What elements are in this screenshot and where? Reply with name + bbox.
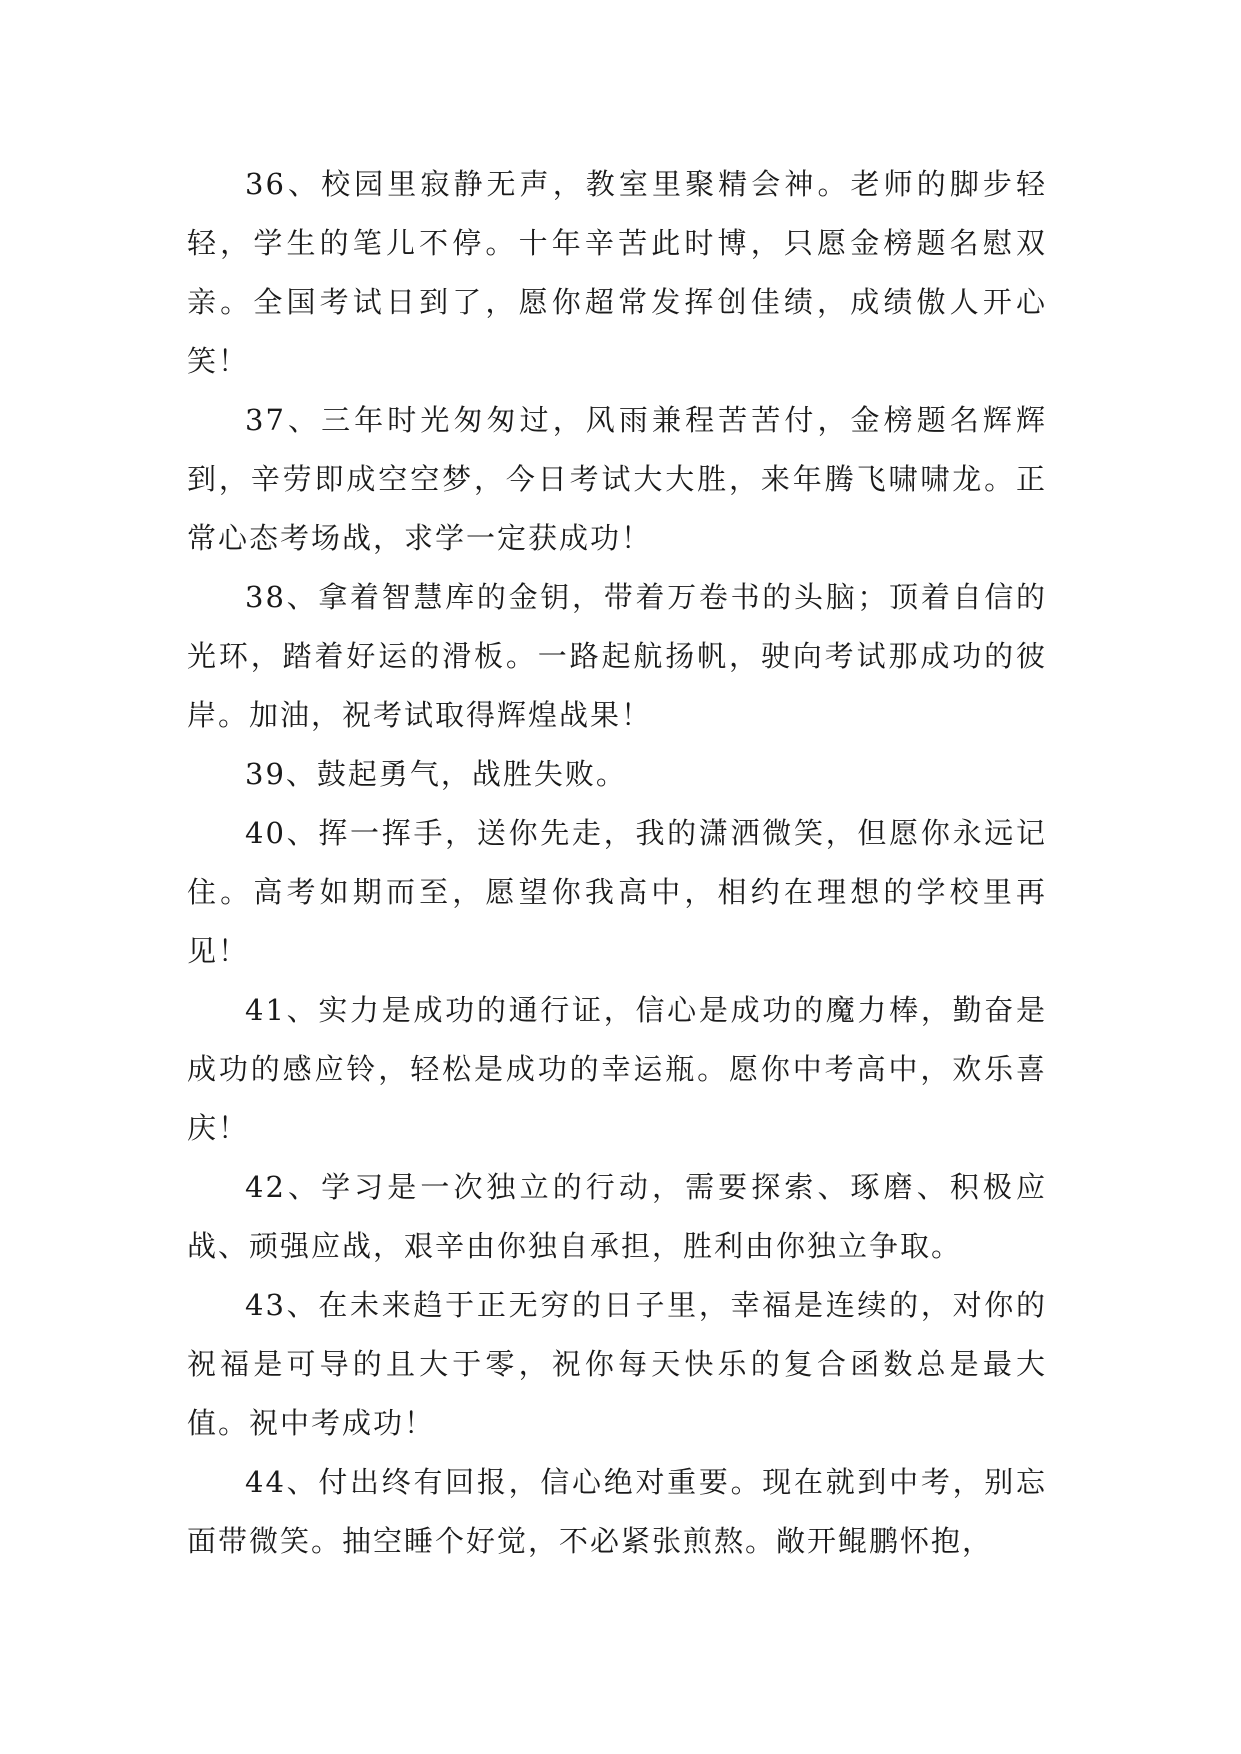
paragraph-44: 44、付出终有回报，信心绝对重要。现在就到中考，别忘面带微笑。抽空睡个好觉，不必紧张煎熬。敞开鲲鹏怀抱，	[187, 1465, 1047, 1558]
paragraph-40: 40、挥一挥手，送你先走，我的潇洒微笑，但愿你永远记住。高考如期而至，愿望你我高中，相约在理想的学校里再见！	[187, 816, 1047, 968]
paragraph-43: 43、在未来趋于正无穷的日子里，幸福是连续的，对你的祝福是可导的且大于零，祝你每天快乐的复合函数总是最大值。祝中考成功！	[187, 1288, 1047, 1440]
paragraph-36: 36、校园里寂静无声，教室里聚精会神。老师的脚步轻轻，学生的笔儿不停。十年辛苦此时博，只愿金榜题名慰双亲。全国考试日到了，愿你超常发挥创佳绩，成绩傲人开心笑！	[187, 167, 1047, 378]
paragraph-42: 42、学习是一次独立的行动，需要探索、琢磨、积极应战、顽强应战，艰辛由你独自承担，胜利由你独立争取。	[187, 1170, 1047, 1263]
document-body	[187, 155, 1047, 1571]
paragraph-38: 38、拿着智慧库的金钥，带着万卷书的头脑；顶着自信的光环，踏着好运的滑板。一路起航扬帆，驶向考试那成功的彼岸。加油，祝考试取得辉煌战果！	[187, 580, 1047, 732]
paragraph-37: 37、三年时光匆匆过，风雨兼程苦苦付，金榜题名辉辉到，辛劳即成空空梦，今日考试大大胜，来年腾飞啸啸龙。正常心态考场战，求学一定获成功！	[187, 403, 1047, 555]
paragraph-41: 41、实力是成功的通行证，信心是成功的魔力棒，勤奋是成功的感应铃，轻松是成功的幸运瓶。愿你中考高中，欢乐喜庆！	[187, 993, 1047, 1145]
paragraph-39: 39、鼓起勇气，战胜失败。	[245, 757, 627, 791]
